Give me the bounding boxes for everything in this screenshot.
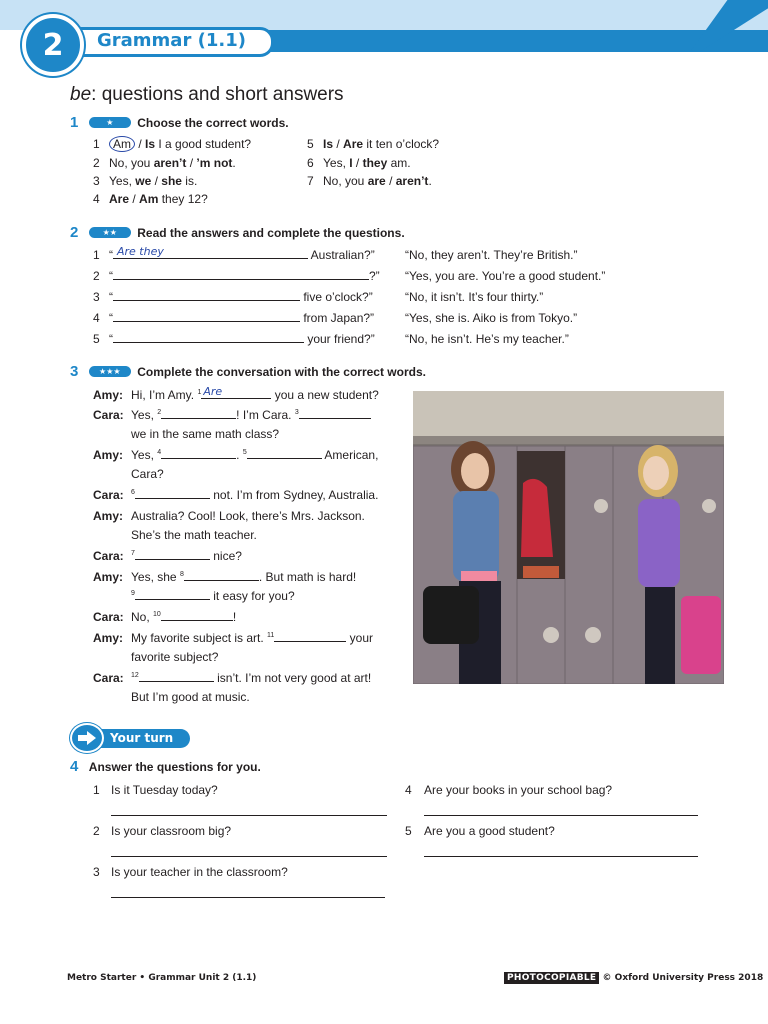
unit-number-badge: 2 [22,14,84,76]
ex1-item: 6 Yes, I / they am. [307,156,411,170]
exercise-instruction: Read the answers and complete the questions. [137,226,405,240]
circled-answer: Am [109,136,135,152]
dialogue-line: Cara: No, $^{10}$ ! [93,610,237,624]
dialogue-line: $^9$ it easy for you? [131,589,295,603]
exercise-instruction: Complete the conversation with the correct words. [137,365,426,379]
dialogue-line: But I’m good at music. [131,690,250,704]
answer-blank[interactable] [135,549,210,560]
exercise-3-header [70,363,426,381]
dialogue-line: Amy: Hi, I’m Amy. $^1$ Are you a new student? [93,385,379,402]
dialogue-line: favorite subject? [131,650,219,664]
dialogue-line: Amy: Australia? Cool! Look, there’s Mrs. Jackson. [93,509,365,523]
header-band [0,0,768,30]
exercise-2-header [70,224,405,242]
ex4-question: 4 Are your books in your school bag? [405,783,613,797]
ex2-item: 5 “ your friend?” [93,332,375,346]
answer-blank[interactable] [135,589,210,600]
dialogue-line: Amy: Yes, she $^8$ . But math is hard! [93,570,357,584]
dialogue-line: Cara: $^7$ nice? [93,549,242,563]
difficulty-stars: ★ [89,117,131,128]
dialogue-line: Amy: My favorite subject is art. $^{11}$ your [93,631,374,645]
exercise-number: 1 [70,114,79,131]
photocopiable-badge: PHOTOCOPIABLE [504,972,599,984]
arrow-right-icon [70,723,104,753]
page-subtitle: be: questions and short answers [70,84,344,105]
answer-line[interactable] [111,815,387,816]
difficulty-stars: ★★★ [89,366,131,377]
ex2-item: 1 “ Are they Australian?” [93,245,375,262]
exercise-instruction: Choose the correct words. [137,116,289,130]
answer-blank[interactable] [113,311,300,322]
answer-blank[interactable] [184,570,259,581]
ex2-answer: “No, he isn’t. He’s my teacher.” [405,332,569,346]
difficulty-stars: ★★ [89,227,131,238]
ex1-item: 3 Yes, we / she is. [93,174,198,188]
answer-blank[interactable] [113,290,300,301]
answer-blank[interactable] [113,332,304,343]
your-turn-label: Your turn [96,729,190,748]
ex2-item: 3 “ five o’clock?” [93,290,373,304]
section-title: Grammar (1.1) [97,30,246,51]
exercise-1-header [70,114,289,132]
answer-blank[interactable] [139,671,214,682]
answer-blank[interactable] [135,488,210,499]
answer-blank[interactable]: Are they [113,248,308,259]
ex2-item: 4 “ from Japan?” [93,311,375,325]
exercise-number: 4 [70,758,79,775]
answer-blank[interactable] [161,610,233,621]
answer-blank[interactable] [161,408,236,419]
exercise-number: 2 [70,224,79,241]
lockers-photo [413,391,724,684]
dialogue-line: Cara: Yes, $^2$ ! I’m Cara. $^3$ [93,408,371,422]
ex1-item: 5 Is / Are it ten o’clock? [307,137,440,151]
ex4-question: 2 Is your classroom big? [93,824,232,838]
ex4-question: 1 Is it Tuesday today? [93,783,218,797]
exercise-4-header [70,758,261,776]
answer-blank[interactable] [161,448,236,459]
exercise-instruction: Answer the questions for you. [88,760,261,774]
speaker-amy: Amy: [93,388,124,402]
dialogue-line: She’s the math teacher. [131,528,257,542]
answer-blank[interactable]: Are [201,388,271,399]
exercise-number: 3 [70,363,79,380]
dialogue-line: Cara: $^{12}$ isn’t. I’m not very good at art! [93,671,372,685]
answer-line[interactable] [111,897,385,898]
dialogue-line: we in the same math class? [131,427,280,441]
ex1-item: 1 Am / Is I a good student? [93,137,252,151]
ex2-answer: “No, they aren’t. They’re British.” [405,248,578,262]
ex2-answer: “Yes, you are. You’re a good student.” [405,269,606,283]
answer-line[interactable] [424,815,698,816]
footer-left: Metro Starter • Grammar Unit 2 (1.1) [67,973,257,983]
ex4-question: 3 Is your teacher in the classroom? [93,865,288,879]
answer-line[interactable] [111,856,387,857]
ex2-item: 2 “ ?” [93,269,380,283]
answer-blank[interactable] [274,631,346,642]
footer-right: PHOTOCOPIABLE © Oxford University Press 2018 [504,973,763,983]
answer-blank[interactable] [247,448,322,459]
dialogue-line: Amy: Yes, $^4$ . $^5$ American, [93,448,379,462]
answer-blank[interactable] [299,408,371,419]
dialogue-line: Cara? [131,467,164,481]
ex1-item: 7 No, you are / aren’t. [307,174,432,188]
ex4-question: 5 Are you a good student? [405,824,555,838]
ex2-answer: “No, it isn’t. It’s four thirty.” [405,290,544,304]
ex1-item: 2 No, you aren’t / ’m not. [93,156,236,170]
speaker-cara: Cara: [93,408,124,422]
answer-blank[interactable] [113,269,369,280]
answer-line[interactable] [424,856,698,857]
ex1-item: 4 Are / Am they 12? [93,192,208,206]
dialogue-line: Cara: $^6$ not. I’m from Sydney, Australia. [93,488,379,502]
ex2-answer: “Yes, she is. Aiko is from Tokyo.” [405,311,578,325]
